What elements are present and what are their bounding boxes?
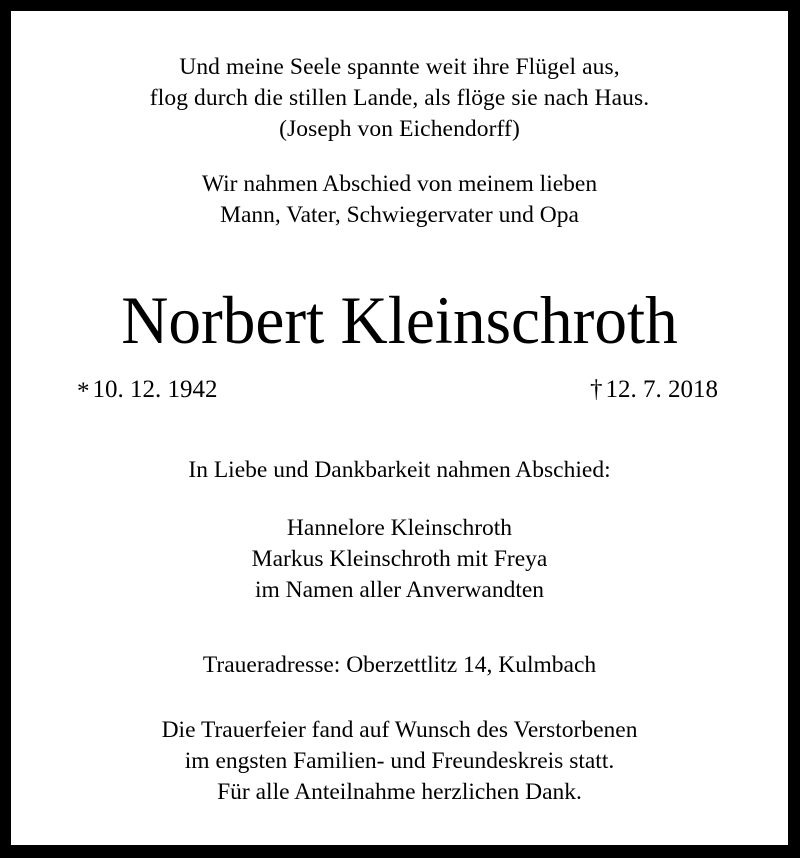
poem-attribution: (Joseph von Eichendorff) (279, 116, 520, 142)
closing-line-1: Die Trauerfeier fand auf Wunsch des Verstorbenen (161, 717, 638, 743)
poem-line-2: flog durch die stillen Lande, als flöge sie nach Haus. (149, 85, 650, 111)
notice-inner-panel (11, 11, 788, 845)
death-date-value: 12. 7. 2018 (605, 376, 718, 403)
birth-date-value: 10. 12. 1942 (92, 376, 218, 403)
closing-line-3: Für alle Anteilnahme herzlichen Dank. (217, 779, 582, 805)
condolence-address: Traueradresse: Oberzettlitz 14, Kulmbach (202, 652, 597, 678)
mourner-line-2: Markus Kleinschroth mit Freya (251, 546, 548, 572)
farewell-line-2: Mann, Vater, Schwiegervater und Opa (220, 202, 579, 228)
mourner-line-3: im Namen aller Anverwandten (254, 577, 545, 603)
birth-date (77, 375, 218, 405)
death-cross-icon: † (590, 376, 603, 403)
closing-line-2: im engsten Familien- und Freundeskreis statt. (184, 748, 615, 774)
mourners-intro: In Liebe und Dankbarkeit nahmen Abschied: (188, 457, 611, 483)
deceased-name: Norbert Kleinschroth (121, 282, 678, 358)
mourners-list (11, 513, 788, 606)
death-date (590, 375, 718, 405)
farewell-intro (11, 169, 788, 231)
birth-star-icon: * (77, 378, 90, 405)
closing-note (11, 715, 788, 808)
life-dates (77, 375, 718, 405)
mourner-line-1: Hannelore Kleinschroth (286, 515, 513, 541)
poem-line-1: Und meine Seele spannte weit ihre Flügel aus, (179, 54, 620, 80)
epigraph-poem (11, 52, 788, 145)
farewell-line-1: Wir nahmen Abschied von meinem lieben (201, 171, 598, 197)
